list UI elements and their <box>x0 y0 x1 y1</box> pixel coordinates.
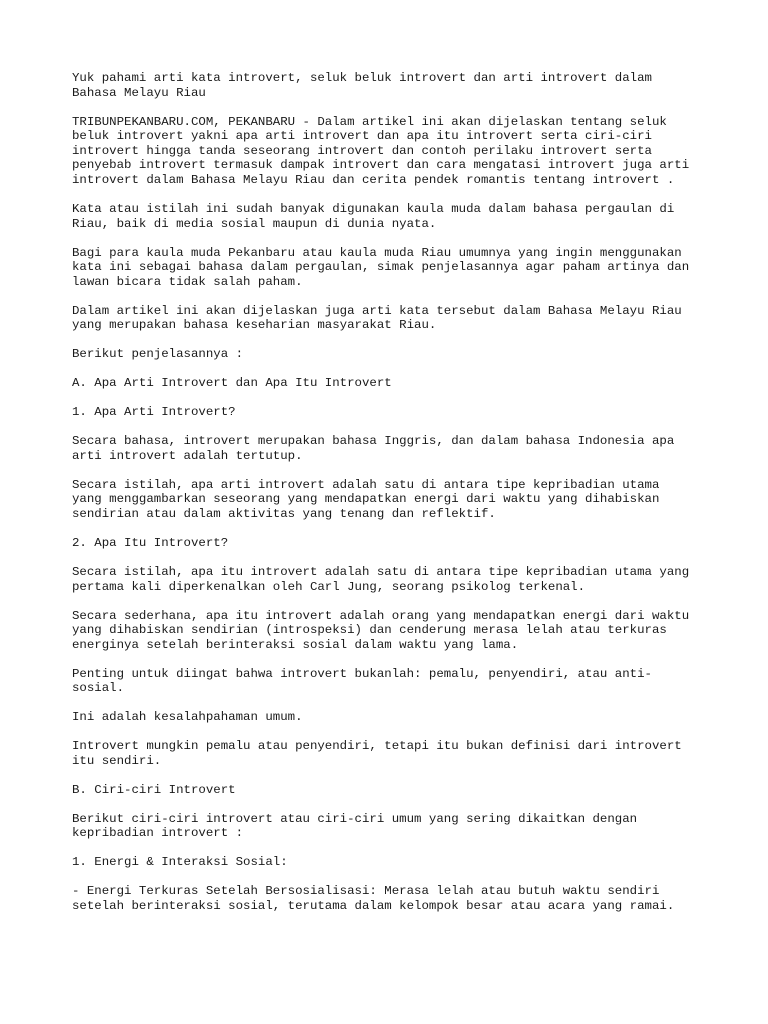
subsection-heading: 2. Apa Itu Introvert? <box>72 535 229 550</box>
body-paragraph: Bagi para kaula muda Pekanbaru atau kaula muda Riau umumnya yang ingin menggunakan kata ini sebagai bahasa dalam pergaulan, simak penjelasannya agar paham artinya dan lawan bicara tidak salah paham. <box>72 245 690 289</box>
body-paragraph: Kata atau istilah ini sudah banyak digunakan kaula muda dalam bahasa pergaulan di Riau, baik di media sosial maupun di dunia nyata. <box>72 201 675 231</box>
body-paragraph: Introvert mungkin pemalu atau penyendiri, tetapi itu bukan definisi dari introvert itu sendiri. <box>72 739 682 768</box>
subsection-heading: 1. Energi & Interaksi Sosial: <box>72 855 288 870</box>
section-heading: B. Ciri-ciri Introvert <box>72 782 236 797</box>
body-paragraph: Secara sederhana, apa itu introvert adalah orang yang mendapatkan energi dari waktu yang dihabiskan sendirian (introspeksi) dan cenderung merasa lelah atau terkuras energinya setelah berinteraksi sosial dalam waktu yang lama. <box>72 608 690 652</box>
body-paragraph: Ini adalah kesalahpahaman umum. <box>72 710 303 725</box>
body-paragraph: Berikut penjelasannya : <box>72 347 244 362</box>
body-paragraph: Penting untuk diingat bahwa introvert bukanlah: pemalu, penyendiri, atau anti- sosial. <box>72 666 652 696</box>
document-body <box>72 71 708 928</box>
lead-paragraph: TRIBUNPEKANBARU.COM, PEKANBARU - Dalam artikel ini akan dijelaskan tentang seluk beluk introvert yakni apa arti introvert dan apa itu introvert serta ciri-ciri introvert hingga tanda seseorang introvert dan contoh perilaku introvert serta penyebab introvert termasuk dampak introvert dan cara mengatasi introvert juga arti introvert dalam Bahasa Melayu Riau dan cerita pendek romantis tentang introvert . <box>72 114 690 187</box>
body-paragraph: Secara bahasa, introvert merupakan bahasa Inggris, dan dalam bahasa Indonesia apa arti introvert adalah tertutup. <box>72 434 675 463</box>
body-paragraph: Dalam artikel ini akan dijelaskan juga arti kata tersebut dalam Bahasa Melayu Riau yang merupakan bahasa keseharian masyarakat Riau. <box>72 303 682 333</box>
subsection-heading: 1. Apa Arti Introvert? <box>72 405 236 420</box>
body-paragraph: Secara istilah, apa arti introvert adalah satu di antara tipe kepribadian utama yang menggambarkan seseorang yang mendapatkan energi dari waktu yang dihabiskan sendirian atau dalam aktivitas yang tenang dan reflektif. <box>72 477 660 521</box>
section-heading: A. Apa Arti Introvert dan Apa Itu Introvert <box>72 376 392 391</box>
body-paragraph: Berikut ciri-ciri introvert atau ciri-ciri umum yang sering dikaitkan dengan kepribadian introvert : <box>72 811 638 841</box>
document-title: Yuk pahami arti kata introvert, seluk beluk introvert dan arti introvert dalam Bahasa Melayu Riau <box>72 71 652 100</box>
list-item: - Energi Terkuras Setelah Bersosialisasi: Merasa lelah atau butuh waktu sendiri setelah berinteraksi sosial, terutama dalam kelompok besar atau acara yang ramai. <box>72 884 675 913</box>
body-paragraph: Secara istilah, apa itu introvert adalah satu di antara tipe kepribadian utama yang pertama kali diperkenalkan oleh Carl Jung, seorang psikolog terkenal. <box>72 564 690 594</box>
